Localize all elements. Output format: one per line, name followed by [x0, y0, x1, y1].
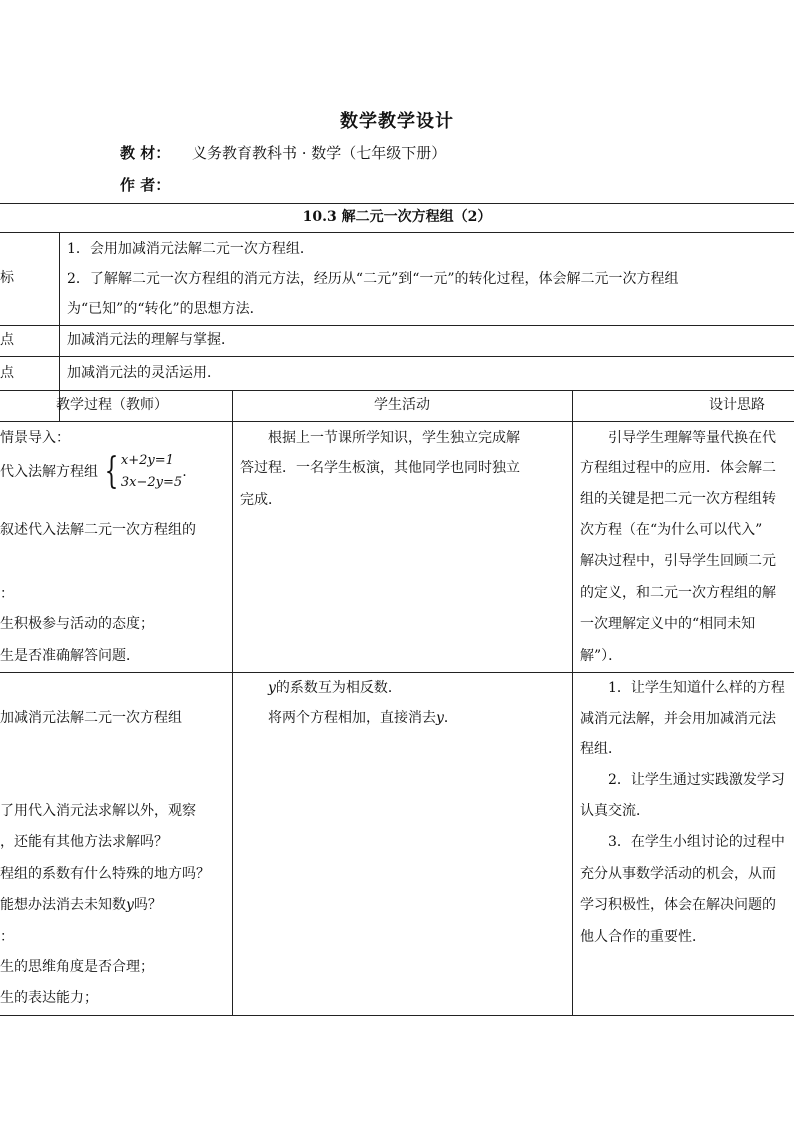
goal-line-2: 2．了解解二元一次方程组的消元方法，经历从“二元”到“一元”的转化过程，体会解二元一次方程组 — [67, 271, 679, 287]
s1-student-line-2: 答过程．一名学生板演，其他同学也同时独立 — [240, 460, 520, 476]
s2-design-line-2: 减消元法解，并会用加减消元法 — [580, 711, 776, 727]
column-header-process: 教学过程（教师） — [56, 397, 168, 413]
s2-process-line-5 — [0, 890, 162, 922]
material-value: 义务教育教科书 · 数学（七年级下册） — [192, 144, 447, 162]
s2-design-line-8: 学习积极性，体会在解决问题的 — [580, 897, 776, 913]
variable-y: y — [436, 710, 444, 726]
table-rule-student-column — [572, 390, 573, 1016]
equation-period: . — [182, 464, 187, 480]
s2-process-line-6: ： — [0, 929, 14, 945]
s2-process-line-2: 了用代入消元法求解以外，观察 — [0, 803, 196, 819]
s2-student-line-2 — [268, 703, 458, 735]
s1-student-line-1: 根据上一节课所学知识，学生独立完成解 — [268, 430, 520, 446]
s1-process-line-6: 生是否准确解答问题． — [0, 648, 140, 664]
equation-2: 3x−2y=5 — [120, 475, 183, 490]
column-header-student: 学生活动 — [374, 397, 430, 413]
s1-design-line-7: 一次理解定义中的“相同未知 — [580, 616, 756, 632]
s2-design-line-5: 认真交流． — [580, 803, 650, 819]
s2-process-line-1: 加减消元法解二元一次方程组 — [0, 710, 182, 726]
goal-line-1: 1．会用加减消元法解二元一次方程组． — [67, 241, 314, 257]
s1-process-line-5: 生积极参与活动的态度； — [0, 616, 154, 632]
s2-design-line-7: 充分从事数学活动的机会，从而 — [580, 866, 776, 882]
difficulty-value: 加减消元法的灵活运用． — [67, 365, 221, 381]
s2-design-line-4: 2．让学生通过实践激发学习 — [608, 772, 785, 788]
brace-icon: { — [104, 451, 119, 492]
s1-design-line-4: 次方程（在“为什么可以代入” — [580, 522, 763, 538]
s2-process-line-3: ，还能有其他方法求解吗？ — [0, 834, 168, 850]
s2-student-line-2-text: 将两个方程相加，直接消去 — [268, 710, 436, 726]
equation-1: x+2y=1 — [120, 453, 174, 468]
author-line — [120, 174, 192, 195]
goal-label: 标 — [0, 270, 14, 286]
s1-process-line-4: ： — [0, 586, 14, 602]
difficulty-label: 点 — [0, 365, 14, 381]
key-label: 点 — [0, 332, 14, 348]
s2-student-line-1-text: 的系数互为相反数． — [275, 680, 402, 696]
s2-process-line-8: 生的表达能力； — [0, 990, 98, 1006]
s1-process-line-1: 情景导入： — [0, 430, 70, 446]
s1-design-line-1: 引导学生理解等量代换在代 — [608, 430, 776, 446]
table-rule-process-column — [232, 390, 233, 1016]
equation-stack — [121, 450, 182, 494]
s1-design-line-6: 的定义，和二元一次方程组的解 — [580, 585, 776, 601]
equation-system — [100, 450, 182, 494]
s1-student-line-3: 完成． — [240, 492, 282, 508]
column-header-design: 设计思路 — [709, 397, 765, 413]
s1-design-line-5: 解决过程中，引导学生回顾二元 — [580, 553, 776, 569]
s1-design-line-3: 组的关键是把二元一次方程组转 — [580, 491, 776, 507]
lesson-title: 10.3 解二元一次方程组（2） — [302, 209, 492, 225]
variable-y: y — [126, 897, 134, 913]
s2-process-line-7: 生的思维角度是否合理； — [0, 959, 154, 975]
table-border-bottom — [0, 1015, 794, 1016]
lesson-plan-table — [0, 203, 794, 1016]
goal-line-3: 为“已知”的“转化”的思想方法． — [67, 301, 264, 317]
s2-student-line-1 — [268, 673, 402, 705]
s2-design-line-3: 程组． — [580, 741, 622, 757]
material-line — [120, 142, 446, 163]
page-title: 数学教学设计 — [340, 111, 454, 132]
variable-y: y — [268, 680, 276, 696]
key-value: 加减消元法的理解与掌握． — [67, 332, 235, 348]
material-label: 教 材： — [120, 144, 171, 162]
s2-process-line-5-suffix: 吗？ — [133, 897, 162, 913]
s2-design-line-1: 1．让学生知道什么样的方程 — [608, 680, 785, 696]
s1-process-line-3: 叙述代入法解二元一次方程组的 — [0, 522, 196, 538]
s2-design-line-6: 3．在学生小组讨论的过程中 — [608, 834, 785, 850]
s1-process-line-2 — [0, 450, 187, 494]
s1-design-line-8: 解”）． — [580, 648, 623, 664]
s2-student-line-2-suffix: ． — [443, 710, 458, 726]
s2-process-line-4: 程组的系数有什么特殊的地方吗？ — [0, 866, 210, 882]
s2-process-line-5-text: 能想办法消去未知数 — [0, 897, 126, 913]
s1-process-line-2-text: 代入法解方程组 — [0, 464, 98, 480]
s2-design-line-9: 他人合作的重要性． — [580, 929, 706, 945]
author-label: 作 者： — [120, 176, 171, 194]
s1-design-line-2: 方程组过程中的应用．体会解二 — [580, 460, 776, 476]
